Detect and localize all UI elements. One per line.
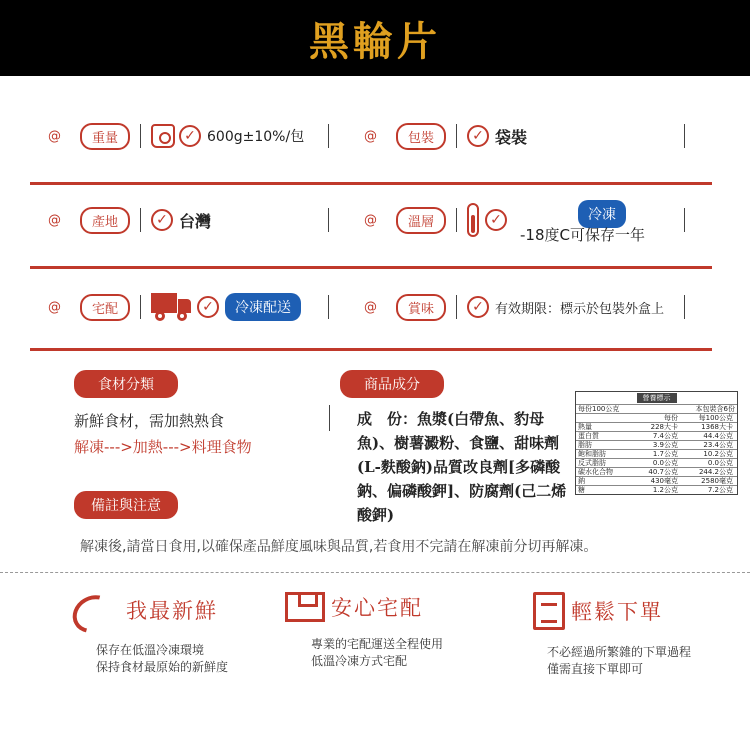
truck-icon [151,293,191,321]
nutrition-row [576,476,737,485]
document-icon [533,592,565,630]
feature-title: 安心宅配 [331,596,423,620]
nutrition-table [575,391,738,495]
divider [684,124,685,148]
divider [456,124,457,148]
nutrient-name: 糖 [578,486,585,494]
nutrient-per-100g: 1368大卡 [701,423,733,431]
divider [456,295,457,319]
origin-label: 產地 [80,207,130,234]
delivery-label: 宅配 [80,294,130,321]
nutrient-per-serving: 0.0公克 [652,459,678,467]
nutrition-row [576,467,737,476]
nutrition-title: 營養標示 [637,393,677,403]
nutrient-name: 碳水化合物 [578,468,613,476]
nutrient-name: 反式脂肪 [578,459,606,467]
section-divider [30,348,712,351]
feature-title: 我最新鮮 [126,599,218,623]
nutrient-per-serving: 1.7公克 [652,450,678,458]
temperature-label: 溫層 [396,207,446,234]
nutrient-per-serving: 7.4公克 [652,432,678,440]
servings-per-pack: 本包裝含6份 [695,405,735,413]
nutrient-per-100g: 44.4公克 [703,432,733,440]
nutrient-per-100g: 0.0公克 [707,459,733,467]
origin-value: 台灣 [179,211,212,231]
nutrition-row [576,431,737,440]
check-icon: ✓ [151,209,173,231]
serving-size: 每份100公克 [578,405,620,413]
divider [328,208,329,232]
package-label: 包裝 [396,123,446,150]
temperature-spec [364,200,513,240]
weight-spec [48,116,304,156]
divider [329,405,330,431]
nutrition-header-row [576,404,737,413]
feature-delivery [285,592,443,670]
nutrient-per-serving: 430毫克 [650,477,678,485]
feature-title: 輕鬆下單 [571,600,663,624]
feature-line: 保存在低溫冷凍環境 [96,643,205,657]
feature-fresh [68,592,228,676]
at-icon: @ [48,212,61,228]
section-divider [30,266,712,269]
check-icon: ✓ [179,125,201,147]
check-icon: ✓ [467,296,489,318]
nutrient-per-100g: 244.2公克 [698,468,733,476]
feature-line: 低溫冷凍方式宅配 [311,654,408,668]
food-prep-flow: 解凍--->加熱--->料理食物 [74,438,252,456]
spec-row-3 [30,287,712,327]
feature-line: 僅需直接下單即可 [547,662,644,676]
ingredients-text: 成 份：魚漿(白帶魚、豹母魚)、樹薯澱粉、食鹽、甜味劑(L-麩酸鈉)品質改良劑[多磷酸鈉、偏磷酸鉀]、防腐劑(己二烯酸鉀) [357,410,567,524]
at-icon: @ [48,128,61,144]
package-spec [364,116,527,156]
nutrient-name: 鈉 [578,477,585,485]
nutrient-name: 脂肪 [578,441,592,449]
divider [684,295,685,319]
package-box-icon [285,592,325,622]
nutrient-per-100g: 10.2公克 [703,450,733,458]
nutrition-column-header [576,413,737,422]
at-icon: @ [364,212,377,228]
divider [328,295,329,319]
nutrition-row [576,458,737,467]
divider [684,208,685,232]
nutrient-name: 蛋白質 [578,432,599,440]
thermometer-icon [467,203,479,237]
col-per-serving: 每份 [664,414,678,422]
feature-line: 保持食材最原始的新鮮度 [96,660,229,674]
divider [140,295,141,319]
divider [140,208,141,232]
nutrition-row [576,440,737,449]
temperature-value: -18度C可保存一年 [520,226,645,244]
package-value: 袋裝 [495,127,528,147]
shrimp-icon [68,592,120,628]
shelf-life-value: 有效期限：標示於包裝外盒上 [495,301,665,317]
food-category-tag: 食材分類 [74,370,178,398]
nutrient-name: 熱量 [578,423,592,431]
page-title: 黑輪片 [309,17,441,65]
shelf-life-label: 賞味 [396,294,446,321]
nutrient-per-100g: 23.4公克 [703,441,733,449]
dashed-divider [0,572,750,573]
feature-line: 不必經過所繁雜的下單過程 [547,645,692,659]
frozen-badge: 冷凍 [578,200,626,228]
nutrient-per-serving: 3.9公克 [652,441,678,449]
nutrition-row [576,422,737,431]
page-header [0,0,750,76]
section-divider [30,182,712,185]
at-icon: @ [364,128,377,144]
frozen-delivery-badge: 冷凍配送 [225,293,301,321]
divider [456,208,457,232]
nutrition-row [576,449,737,458]
divider [140,124,141,148]
nutrient-per-serving: 1.2公克 [652,486,678,494]
divider [328,124,329,148]
col-per-100g: 每100公克 [698,414,733,422]
nutrient-per-100g: 2580毫克 [701,477,733,485]
origin-spec [48,200,211,240]
delivery-spec [48,287,301,327]
weight-value: 600g±10%/包 [207,129,305,145]
nutrient-per-serving: 40.7公克 [648,468,678,476]
notes-text: 解凍後,請當日食用,以確保產品鮮度風味與品質,若食用不完請在解凍前分切再解凍。 [80,539,598,555]
nutrient-per-serving: 228大卡 [650,423,678,431]
at-icon: @ [48,299,61,315]
spec-row-1 [30,116,712,156]
nutrient-per-100g: 7.2公克 [707,486,733,494]
feature-easy-order [533,592,691,678]
feature-line: 專業的宅配運送全程使用 [311,637,444,651]
ingredients-tag: 商品成分 [340,370,444,398]
spec-row-2 [30,200,712,244]
weight-label: 重量 [80,123,130,150]
scale-icon [151,124,175,148]
nutrient-name: 飽和脂肪 [578,450,606,458]
check-icon: ✓ [467,125,489,147]
check-icon: ✓ [197,296,219,318]
check-icon: ✓ [485,209,507,231]
notes-tag: 備註與注意 [74,491,178,519]
at-icon: @ [364,299,377,315]
food-category-text: 新鮮食材，需加熱熟食 [74,412,225,430]
shelf-life-spec [364,287,664,327]
nutrition-row [576,485,737,494]
